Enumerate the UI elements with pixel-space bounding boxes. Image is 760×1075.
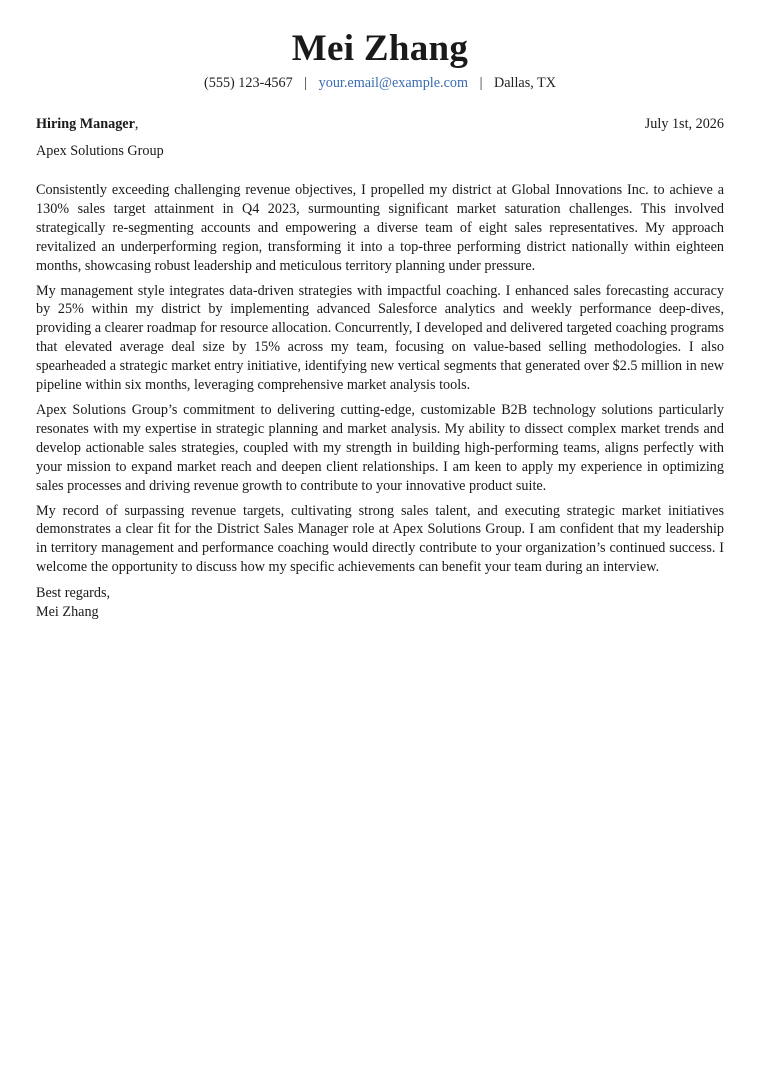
closing-salutation: Best regards, [36,585,111,602]
applicant-name: Mei Zhang [291,28,469,69]
body-paragraph: Consistently exceeding challenging revenue objectives, I propelled my district at Global Innovations Inc. to achieve a 130% sales target attainment in Q4 2023, surmounting significant market saturation challenges. This involved strategically re-segmenting accounts and empowering a diverse team of eight sales representatives. My approach revitalized an underperforming region, transforming it into a top-three performing district nationally within eighteen months, showcasing robust leadership and meticulous territory planning under pressure. [36,182,724,274]
letter-closing [36,584,724,622]
separator: | [304,75,308,91]
location: Dallas, TX [493,75,556,91]
separator: | [479,75,483,91]
signature-name: Mei Zhang [36,604,99,621]
phone-number: (555) 123-4567 [204,75,293,91]
email-link[interactable]: your.email@example.com [318,75,469,91]
body-paragraph: My management style integrates data-driven strategies with impactful coaching. I enhanced sales forecasting accuracy by 25% within my district by implementing advanced Salesforce analytics and weekly performance deep-dives, providing a clearer roadmap for resource allocation. Concurrently, I developed and delivered targeted coaching programs that elevated average deal size by 15% across my team, focusing on value-based selling methodologies. I also spearheaded a strategic market entry initiative, identifying new vertical segments that generated over $2.5 million in new pipeline within six months, leveraging comprehensive market analysis tools. [36,282,724,394]
contact-line [36,74,724,92]
recipient-greeting [36,115,138,133]
letter-body [36,181,724,577]
body-paragraph: My record of surpassing revenue targets, cultivating strong sales talent, and executing strategic market initiatives demonstrates a clear fit for the District Sales Manager role at Apex Solutions Group. I am confident that my leadership in territory management and performance coaching would directly contribute to your organization’s continued success. I welcome the opportunity to discuss how my specific achievements can benefit your team during an interview. [36,502,724,576]
recipient-company: Apex Solutions Group [36,143,164,159]
recipient-name-suffix: , [134,116,139,132]
recipient-name: Hiring Manager [36,116,135,132]
body-paragraph: Apex Solutions Group’s commitment to delivering cutting-edge, customizable B2B technology solutions particularly resonates with my expertise in strategic planning and market analysis. My ability to dissect complex market trends and develop actionable sales strategies, coupled with my strength in building high-performing teams, aligns perfectly with your mission to expand market reach and deepen client relationships. I am keen to apply my experience in optimizing sales processes and driving revenue growth to contribute to your innovative product suite. [36,401,724,494]
recipient-row [36,115,724,133]
letter-date: July 1st, 2026 [644,116,724,132]
